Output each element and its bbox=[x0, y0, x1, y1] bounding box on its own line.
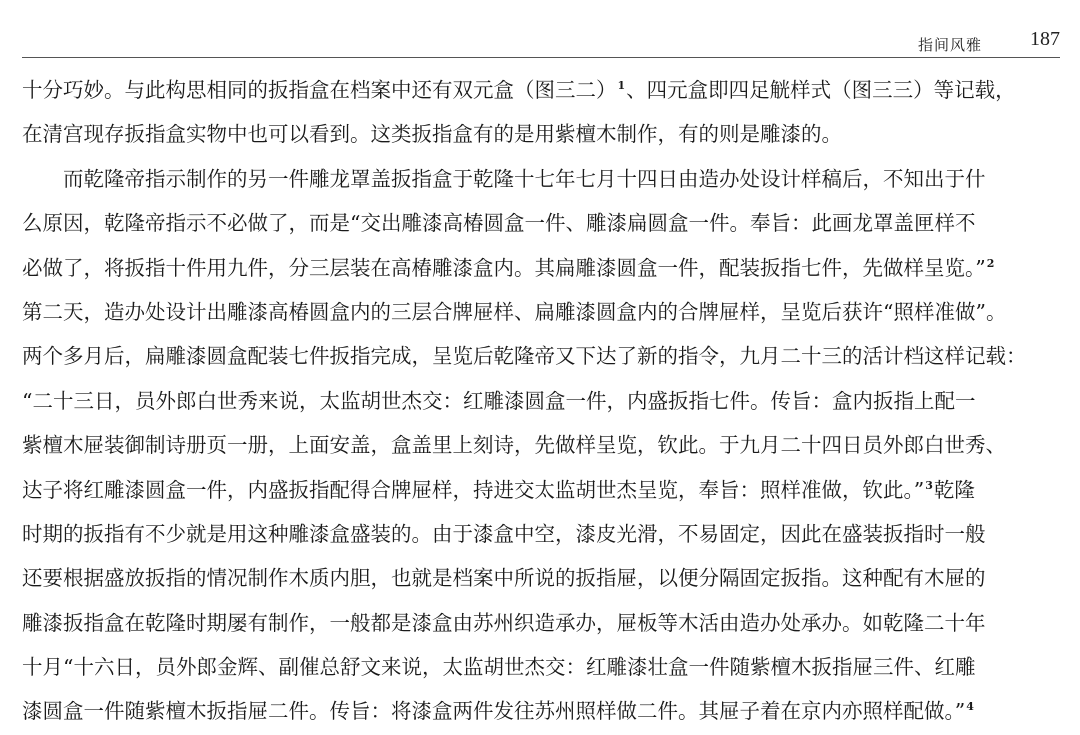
text-line bbox=[22, 379, 1060, 423]
text-line bbox=[22, 512, 1060, 556]
text-segment: 乾隆 bbox=[933, 477, 975, 502]
text-line bbox=[22, 68, 1060, 112]
text-segment: 时期的扳指有不少就是用这种雕漆盒盛装的。由于漆盒中空，漆皮光滑，不易固定，因此在盛装扳指时一般 bbox=[22, 521, 986, 546]
text-segment: 达子将红雕漆圆盒一件，内盛扳指配得合牌屉样，持进交太监胡世杰呈览，奉旨：照样准做，钦此。” bbox=[22, 477, 925, 502]
running-title: 指间风雅 bbox=[917, 36, 982, 54]
text-segment: 第二天，造办处设计出雕漆高椿圆盒内的三层合牌屉样、扁雕漆圆盒内的合牌屉样，呈览后获许“照样准做”。 bbox=[22, 299, 1007, 324]
text-line bbox=[22, 334, 1060, 378]
page-header bbox=[22, 0, 1060, 58]
header-rule bbox=[22, 57, 1060, 58]
text-segment: “二十三日，员外郎白世秀来说，太监胡世杰交：红雕漆圆盒一件，内盛扳指七件。传旨：盒内扳指上配一 bbox=[22, 388, 976, 413]
text-segment: 么原因，乾隆帝指示不必做了，而是“交出雕漆高椿圆盒一件、雕漆扁圆盒一件。奉旨：此画龙罩盖匣样不 bbox=[22, 211, 976, 236]
text-segment: 漆圆盒一件随紫檀木扳指屉二件。传旨：将漆盒两件发往苏州照样做二件。其屉子着在京内亦照样配做。” bbox=[22, 699, 966, 724]
footnote-marker: 3 bbox=[925, 478, 933, 492]
text-line bbox=[22, 556, 1060, 600]
text-segment: 紫檀木屉装御制诗册页一册，上面安盖，盒盖里上刻诗，先做样呈览，钦此。于九月二十四日员外郎白世秀、 bbox=[22, 433, 1006, 458]
text-segment: 还要根据盛放扳指的情况制作木质内胆，也就是档案中所说的扳指屉，以便分隔固定扳指。这种配有木屉的 bbox=[22, 566, 986, 591]
text-segment: 必做了，将扳指十件用九件，分三层装在高椿雕漆盒内。其扁雕漆圆盒一件，配装扳指七件，先做样呈览。” bbox=[22, 255, 986, 280]
text-segment: 在清宫现存扳指盒实物中也可以看到。这类扳指盒有的是用紫檀木制作，有的则是雕漆的。 bbox=[22, 122, 842, 147]
text-line bbox=[22, 112, 1060, 156]
text-segment: 雕漆扳指盒在乾隆时期屡有制作，一般都是漆盒由苏州织造承办，屉板等木活由造办处承办。如乾隆二十年 bbox=[22, 610, 986, 635]
text-line bbox=[22, 423, 1060, 467]
text-line bbox=[22, 290, 1060, 334]
text-segment: 而乾隆帝指示制作的另一件雕龙罩盖扳指盒于乾隆十七年七月十四日由造办处设计样稿后，不知出于什 bbox=[63, 166, 986, 191]
footnote-marker: 2 bbox=[986, 256, 995, 270]
text-line bbox=[22, 601, 1060, 645]
text-segment: 十月“十六日，员外郎金辉、副催总舒文来说，太监胡世杰交：红雕漆壮盒一件随紫檀木扳指屉三件、红雕 bbox=[22, 655, 976, 680]
text-line bbox=[22, 689, 1060, 733]
body-text bbox=[22, 68, 1060, 734]
page-number: 187 bbox=[1030, 28, 1060, 50]
text-line bbox=[22, 645, 1060, 689]
footnote-marker: 4 bbox=[966, 700, 974, 714]
text-segment: 、四元盒即四足觥样式（图三三）等记载， bbox=[626, 78, 1016, 102]
text-line bbox=[22, 468, 1060, 512]
footnote-marker: 1 bbox=[617, 79, 626, 92]
text-segment: 两个多月后，扁雕漆圆盒配装七件扳指完成，呈览后乾隆帝又下达了新的指令，九月二十三的活计档这样记载： bbox=[22, 344, 1027, 369]
text-line bbox=[22, 246, 1060, 290]
text-line bbox=[22, 201, 1060, 245]
text-segment: 十分巧妙。与此构思相同的扳指盒在档案中还有双元盒（图三二） bbox=[22, 78, 617, 102]
text-line bbox=[22, 157, 1060, 201]
